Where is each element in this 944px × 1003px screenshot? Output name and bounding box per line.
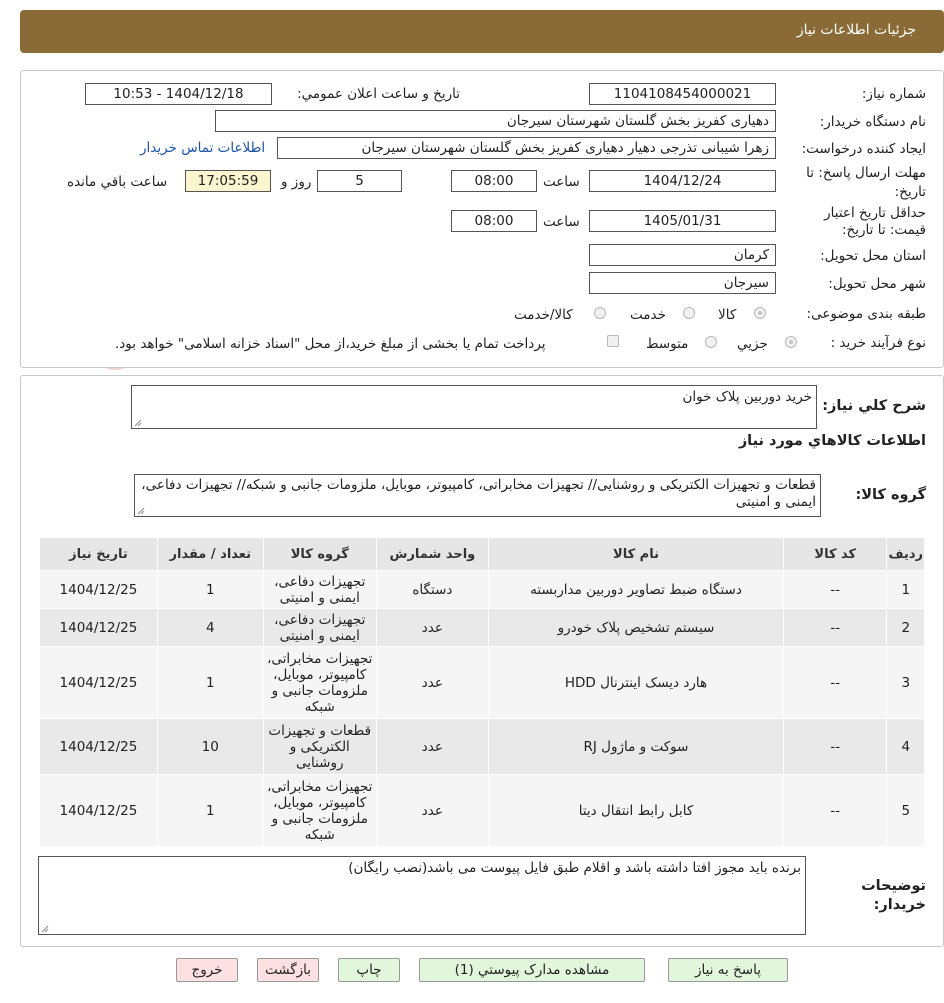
page-title: جزئیات اطلاعات نیاز — [796, 22, 916, 38]
validity-time-label: ساعت — [543, 214, 580, 230]
col-goods-code: کد کالا — [784, 538, 887, 571]
announce-date-field: 1404/12/18 - 10:53 — [85, 83, 272, 105]
exit-button[interactable]: خروج — [176, 958, 238, 982]
buyer-org-field: دهیاری کفریز بخش گلستان شهرستان سیرجان — [215, 110, 776, 132]
city-label: شهر محل تحویل: — [828, 276, 926, 292]
cell-goods-name: سوکت و ماژول RJ — [488, 719, 783, 775]
col-row-number: رديف — [887, 538, 925, 571]
city-field: سیرجان — [589, 272, 776, 294]
reply-to-need-button[interactable]: پاسخ به نیاز — [668, 958, 788, 982]
need-number-label: شماره نیاز: — [861, 86, 926, 102]
need-number-field: 1104108454000021 — [589, 83, 776, 105]
days-label: روز و — [281, 174, 312, 190]
cell-row-number: 1 — [887, 571, 925, 609]
remaining-time-label: ساعت باقي مانده — [67, 174, 168, 190]
resize-grip-icon[interactable] — [137, 507, 145, 515]
goods-info-title: اطلاعات كالاهاي مورد نیاز — [738, 433, 926, 449]
back-button[interactable]: بازگشت — [257, 958, 319, 982]
goods-group-text: قطعات و تجهیزات الکتریکی و روشنایی// تجهیزات مخابراتی، کامپیوتر، موبایل، ملزومات جانبی و شبکه// تجهیزات دفاعی، ایمنی و امنیتی — [141, 477, 816, 510]
cell-goods-group: تجهیزات مخابراتی، کامپیوتر، موبایل، ملزومات جانبی و شبکه — [263, 775, 376, 847]
cell-quantity: 1 — [157, 775, 263, 847]
col-goods-name: نام کالا — [488, 538, 783, 571]
remaining-time-field: 17:05:59 — [185, 170, 271, 192]
cell-unit: عدد — [376, 609, 488, 647]
cell-goods-name: سیستم تشخیص پلاک خودرو — [488, 609, 783, 647]
creator-field: زهرا شیبانی تذرجی دهیار دهیاری کفریز بخش گلستان شهرستان سیرجان — [277, 137, 776, 159]
table-row — [40, 719, 925, 775]
category-option-service: خدمت — [630, 307, 666, 323]
goods-group-field — [134, 474, 821, 517]
process-label: نوع فرآیند خرید : — [830, 335, 926, 351]
buyer-notes-field — [38, 856, 806, 935]
cell-goods-name: هارد دیسک اینترنال HDD — [488, 647, 783, 719]
buyer-notes-text: برنده باید مجوز افتا داشته باشد و اقلام طبق فایل پیوست می باشد(نصب رایگان) — [348, 860, 801, 876]
cell-unit: عدد — [376, 647, 488, 719]
province-field: کرمان — [589, 244, 776, 266]
cell-goods-code: -- — [784, 775, 887, 847]
category-option-goods: کالا — [718, 307, 737, 323]
category-radio-service[interactable] — [683, 307, 695, 319]
print-button[interactable]: چاپ — [338, 958, 400, 982]
cell-need-date: 1404/12/25 — [40, 719, 158, 775]
cell-need-date: 1404/12/25 — [40, 609, 158, 647]
cell-row-number: 4 — [887, 719, 925, 775]
table-row — [40, 775, 925, 847]
cell-row-number: 2 — [887, 609, 925, 647]
cell-unit: دستگاه — [376, 571, 488, 609]
table-row — [40, 571, 925, 609]
cell-row-number: 5 — [887, 775, 925, 847]
table-row — [40, 647, 925, 719]
treasury-payment-note: پرداخت تمام یا بخشی از مبلغ خرید،از محل "اسناد خزانه اسلامی" خواهد بود. — [115, 336, 546, 352]
col-quantity: تعداد / مقدار — [157, 538, 263, 571]
cell-quantity: 10 — [157, 719, 263, 775]
cell-quantity: 1 — [157, 571, 263, 609]
deadline-date-field: 1404/12/24 — [589, 170, 776, 192]
resize-grip-icon[interactable] — [134, 419, 142, 427]
buyer-contact-link[interactable]: اطلاعات تماس خریدار — [140, 140, 266, 156]
cell-goods-code: -- — [784, 647, 887, 719]
cell-row-number: 3 — [887, 647, 925, 719]
cell-quantity: 1 — [157, 647, 263, 719]
process-radio-medium[interactable] — [705, 336, 717, 348]
cell-need-date: 1404/12/25 — [40, 647, 158, 719]
cell-goods-code: -- — [784, 609, 887, 647]
deadline-time-label: ساعت — [543, 174, 580, 190]
validity-date-field: 1405/01/31 — [589, 210, 776, 232]
announce-label: تاریخ و ساعت اعلان عمومي: — [297, 86, 460, 102]
col-goods-group: گروه کالا — [263, 538, 376, 571]
cell-goods-code: -- — [784, 571, 887, 609]
col-need-date: تاريخ نياز — [40, 538, 158, 571]
cell-goods-group: قطعات و تجهیزات الکتریکی و روشنایی — [263, 719, 376, 775]
validity-label: حداقل تاریخ اعتبار قیمت: تا تاریخ: — [824, 205, 926, 238]
cell-goods-name: دستگاه ضبط تصاویر دوربین مداربسته — [488, 571, 783, 609]
cell-goods-code: -- — [784, 719, 887, 775]
deadline-time-field: 08:00 — [451, 170, 537, 192]
goods-group-label: گروه کالا: — [855, 487, 926, 503]
need-summary-field — [131, 385, 817, 429]
validity-time-field: 08:00 — [451, 210, 537, 232]
days-remaining-field: 5 — [317, 170, 402, 192]
view-attachments-button[interactable]: مشاهده مدارک پیوستي (1) — [419, 958, 645, 982]
need-summary-text: خرید دوربین پلاک خوان — [682, 389, 812, 405]
buyer-notes-label: توضیحات خریدار: — [861, 878, 926, 913]
creator-label: ایجاد کننده درخواست: — [801, 141, 926, 157]
deadline-label: مهلت ارسال پاسخ: تا تاریخ: — [806, 165, 926, 200]
page-header — [20, 10, 944, 53]
category-option-goods-service: کالا/خدمت — [514, 307, 573, 323]
resize-grip-icon[interactable] — [41, 925, 49, 933]
category-label: طبقه بندی موضوعی: — [806, 306, 926, 322]
cell-quantity: 4 — [157, 609, 263, 647]
goods-table — [39, 537, 925, 847]
cell-goods-group: تجهیزات مخابراتی، کامپیوتر، موبایل، ملزومات جانبی و شبکه — [263, 647, 376, 719]
buyer-org-label: نام دستگاه خریدار: — [819, 114, 926, 130]
cell-need-date: 1404/12/25 — [40, 571, 158, 609]
table-row — [40, 609, 925, 647]
cell-goods-name: کابل رابط انتقال دیتا — [488, 775, 783, 847]
province-label: استان محل تحویل: — [820, 248, 926, 264]
cell-unit: عدد — [376, 775, 488, 847]
process-option-medium: متوسط — [646, 336, 689, 352]
process-radio-minor[interactable] — [785, 336, 797, 348]
col-unit: واحد شمارش — [376, 538, 488, 571]
table-header-row — [40, 538, 925, 571]
cell-need-date: 1404/12/25 — [40, 775, 158, 847]
treasury-payment-checkbox[interactable] — [607, 335, 619, 347]
cell-unit: عدد — [376, 719, 488, 775]
cell-goods-group: تجهیزات دفاعی، ایمنی و امنیتی — [263, 609, 376, 647]
category-radio-goods[interactable] — [754, 307, 766, 319]
process-option-minor: جزیي — [737, 336, 768, 352]
need-summary-label: شرح كلي نیاز: — [822, 398, 926, 414]
category-radio-goods-service[interactable] — [594, 307, 606, 319]
cell-goods-group: تجهیزات دفاعی، ایمنی و امنیتی — [263, 571, 376, 609]
